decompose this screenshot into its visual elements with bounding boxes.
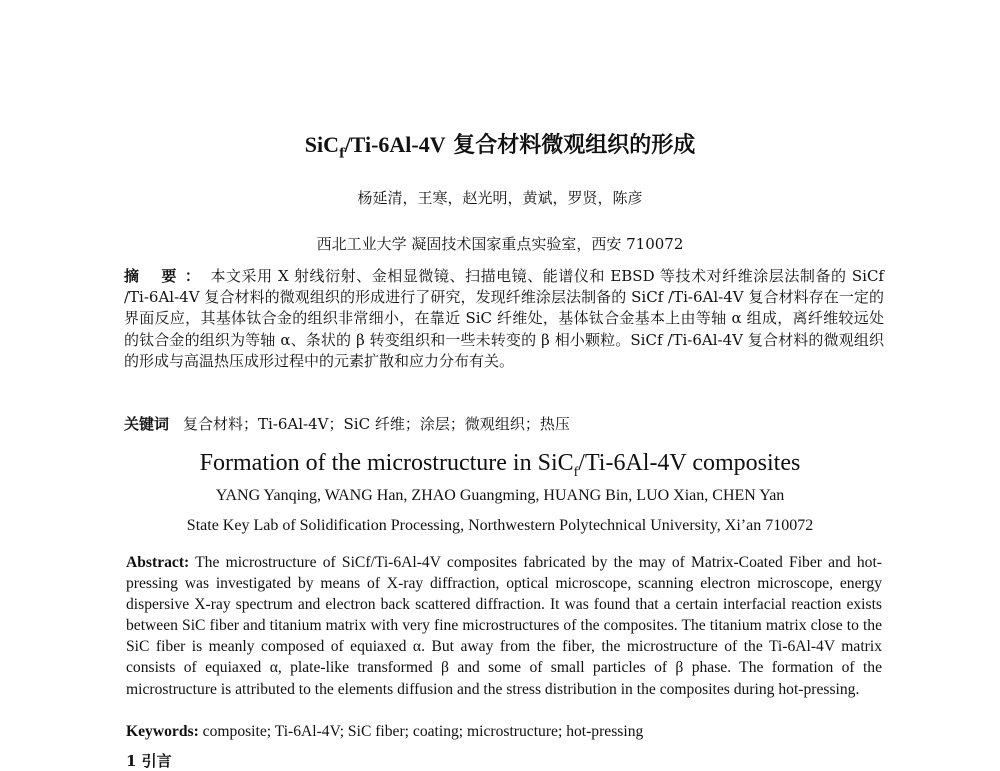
keywords-en-label: Keywords: [126, 723, 199, 740]
keywords-en-text: composite; Ti-6Al-4V; SiC fiber; coating; microstructure; hot-pressing [202, 723, 644, 740]
title-cn-prefix: SiC [304, 132, 339, 157]
paper-title-cn [0, 128, 1000, 161]
keywords-cn-text: 复合材料；Ti-6Al-4V；SiC 纤维；涂层；微观组织；热压 [183, 415, 570, 433]
title-en-suffix: /Ti-6Al-4V composites [578, 450, 801, 476]
affiliation-en: State Key Lab of Solidification Processing, Northwestern Polytechnical University, Xi’an 710072 [186, 517, 814, 534]
authors-cn: 杨延清，王寒，赵光明，黄斌，罗贤，陈彦 [357, 189, 643, 207]
title-cn-subscript: f [338, 146, 345, 162]
keywords-cn [124, 413, 570, 434]
paper-title-en [0, 450, 1000, 481]
abstract-cn-text: 本文采用 X 射线衍射、金相显微镜、扫描电镜、能谱仪和 EBSD 等技术对纤维涂层法制备的 SiCf /Ti-6Al-4V 复合材料的微观组织的形成进行了研究，发现纤维涂层法制备的 SiCf /Ti-6Al-4V 复合材料存在一定的界面反应，其基体钛合金的组织非常细小，在靠近 SiC 纤维处，基体钛合金基本上由等轴 α 组成，离纤维较远处的钛合金的组织为等轴 α、条状的 β 转变组织和一些未转变的 β 相小颗粒。SiCf /Ti-6Al-4V 复合材料的微观组织的形成与高温热压成形过程中的元素扩散和应力分布有关。 [124, 267, 884, 370]
title-en-subscript: f [573, 464, 579, 480]
keywords-cn-label: 关键词 [124, 415, 170, 433]
affiliation-cn: 西北工业大学 凝固技术国家重点实验室，西安 710072 [316, 235, 684, 253]
authors-en: YANG Yanqing, WANG Han, ZHAO Guangming, HUANG Bin, LUO Xian, CHEN Yan [215, 487, 785, 504]
title-cn-text: 复合材料微观组织的形成 [445, 132, 696, 158]
title-cn-alloy: /Ti-6Al-4V [344, 132, 446, 157]
abstract-en [126, 552, 882, 700]
keywords-en [126, 723, 643, 741]
abstract-cn [124, 266, 884, 372]
title-en-prefix: Formation of the microstructure in SiC [199, 450, 574, 476]
section-heading: 1 引言 [126, 752, 172, 770]
abstract-en-label: Abstract: [126, 554, 190, 571]
abstract-en-text: The microstructure of SiCf/Ti-6Al-4V composites fabricated by the may of Matrix-Coated Fiber and hot-pressing was investigated by means of X-ray diffraction, optical microscope, scanning electron microscope, energy dispersive X-ray spectrum and electron back scattered diffraction. It was found that a certain interfacial reaction exists between SiC fiber and titanium matrix with very fine microstructures of the composites. The titanium matrix close to the SiC fiber is meanly composed of equiaxed α. But away from the fiber, the microstructure of the Ti-6Al-4V matrix consists of equiaxed α, plate-like transformed β and some of small particles of β phase. The formation of the microstructure is attributed to the elements diffusion and the stress distribution in the composites during hot-pressing. [126, 554, 882, 698]
abstract-cn-label: 摘 要： [124, 267, 209, 285]
